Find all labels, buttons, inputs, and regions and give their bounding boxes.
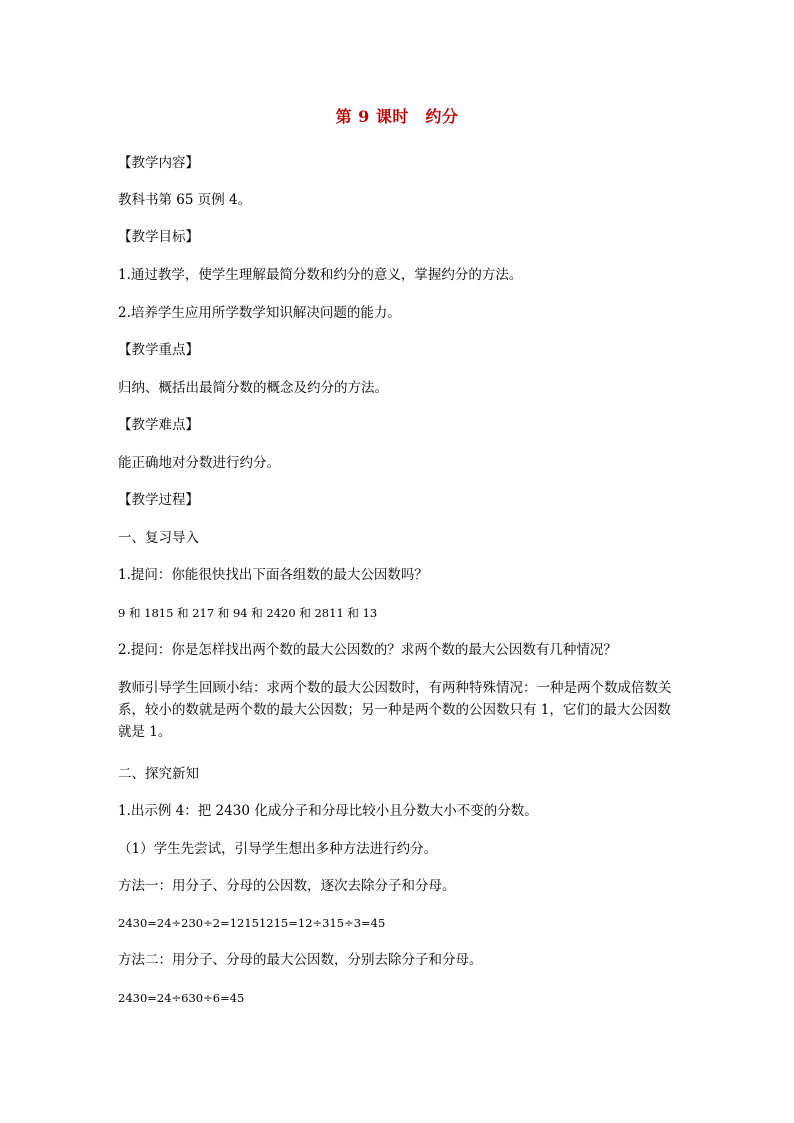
section-heading-difficulty: 【教学难点】	[118, 417, 199, 433]
paragraph-difficulty: 能正确地对分数进行约分。	[118, 455, 280, 471]
subheading-explore: 二、探究新知	[118, 766, 199, 782]
formula-method-2: 2430=24÷630÷6=45	[118, 991, 245, 1005]
paragraph-example-4: 1.出示例 4：把 2430 化成分子和分母比较小且分数大小不变的分数。	[118, 803, 538, 819]
paragraph-textbook: 教科书第 65 页例 4。	[118, 192, 252, 208]
section-heading-process: 【教学过程】	[118, 492, 199, 508]
paragraph-key-points: 归纳、概括出最简分数的概念及约分的方法。	[118, 380, 388, 396]
paragraph-question-2: 2.提问：你是怎样找出两个数的最大公因数的？求两个数的最大公因数有几种情况？	[118, 642, 617, 658]
section-heading-content: 【教学内容】	[118, 155, 199, 171]
paragraph-goal-1: 1.通过教学，使学生理解最简分数和约分的意义，掌握约分的方法。	[118, 267, 523, 283]
paragraph-goal-2: 2.培养学生应用所学数学知识解决问题的能力。	[118, 305, 401, 321]
paragraph-teacher-summary: 教师引导学生回顾小结：求两个数的最大公因数时，有两种特殊情况：一种是两个数成倍数关系，较小的数就是两个数的最大公因数；另一种是两个数的公因数只有 1，它们的最大公因数就是 1。	[118, 680, 672, 740]
section-heading-goals: 【教学目标】	[118, 229, 199, 245]
paragraph-number-groups: 9 和 1815 和 217 和 94 和 2420 和 2811 和 13	[118, 606, 378, 620]
paragraph-method-1: 方法一：用分子、分母的公因数，逐次去除分子和分母。	[118, 878, 456, 894]
subheading-review: 一、复习导入	[118, 530, 199, 546]
section-heading-key-points: 【教学重点】	[118, 342, 199, 358]
paragraph-question-1: 1.提问：你能很快找出下面各组数的最大公因数吗？	[118, 567, 428, 583]
paragraph-student-try: （1）学生先尝试，引导学生想出多种方法进行约分。	[118, 841, 438, 857]
paragraph-method-2: 方法二：用分子、分母的最大公因数，分别去除分子和分母。	[118, 952, 483, 968]
page-title: 第 9 课时 约分	[335, 107, 459, 126]
formula-method-1: 2430=24÷230÷2=12151215=12÷315÷3=45	[118, 916, 386, 930]
